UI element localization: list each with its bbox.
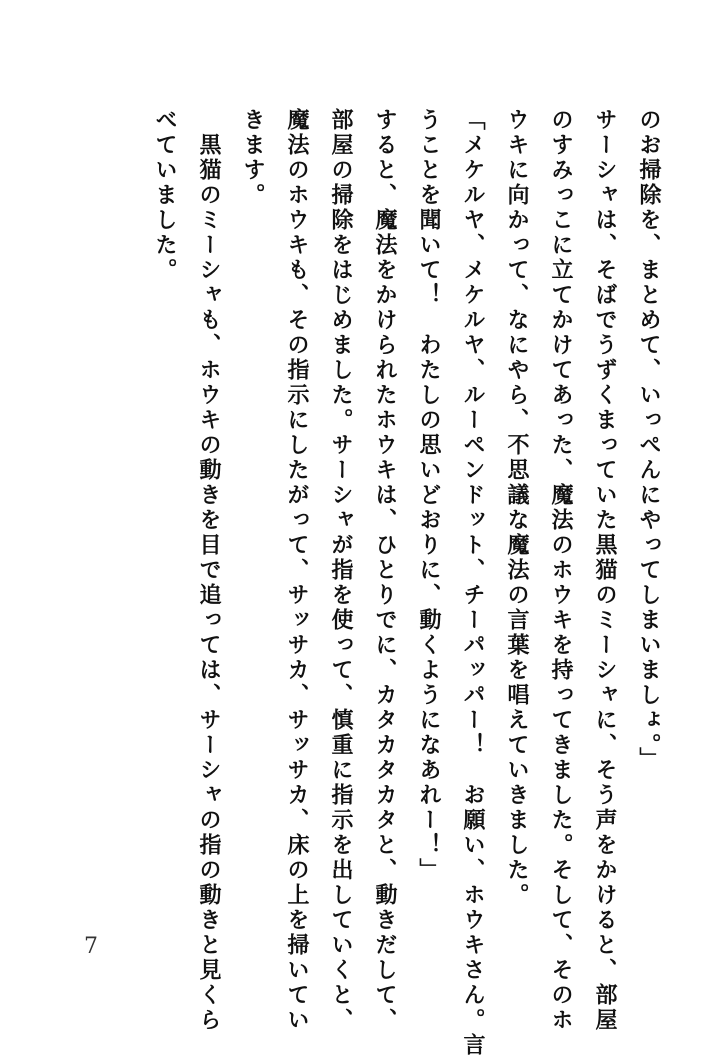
text-line: のすみっこに立てかけてあった、魔法のホウキを持ってきました。そして、そのホ [548, 108, 573, 1033]
text-line: 黒猫のミーシャも、ホウキの動きを目で追っては、サーシャの指の動きと見くら [196, 108, 221, 1033]
text-line: サーシャは、そばでうずくまっていた黒猫のミーシャに、そう声をかけると、部屋 [592, 108, 617, 1033]
text-line: うことを聞いて！ わたしの思いどおりに、動くようになあれー！」 [416, 108, 441, 883]
text-line: べていました。 [152, 108, 177, 283]
text-line: 「メケルヤ、メケルヤ、ルーペンドット、チーパッパー！ お願い、ホウキさん。言 [460, 108, 485, 1058]
text-line: すると、魔法をかけられたホウキは、ひとりでに、カタカタカタと、動きだして、 [372, 108, 397, 1033]
text-line: ウキに向かって、なにやら、不思議な魔法の言葉を唱えていきました。 [504, 108, 529, 908]
page-number: 7 [84, 934, 98, 959]
vertical-text-body [50, 108, 670, 1058]
text-line: きます。 [240, 108, 265, 208]
text-line: 魔法のホウキも、その指示にしたがって、サッサカ、サッサカ、床の上を掃いてい [284, 108, 309, 1033]
text-line: 部屋の掃除をはじめました。サーシャが指を使って、慎重に指示を出していくと、 [328, 108, 353, 1033]
text-line: のお掃除を、まとめて、いっぺんにやってしまいましょ。」 [636, 108, 661, 772]
